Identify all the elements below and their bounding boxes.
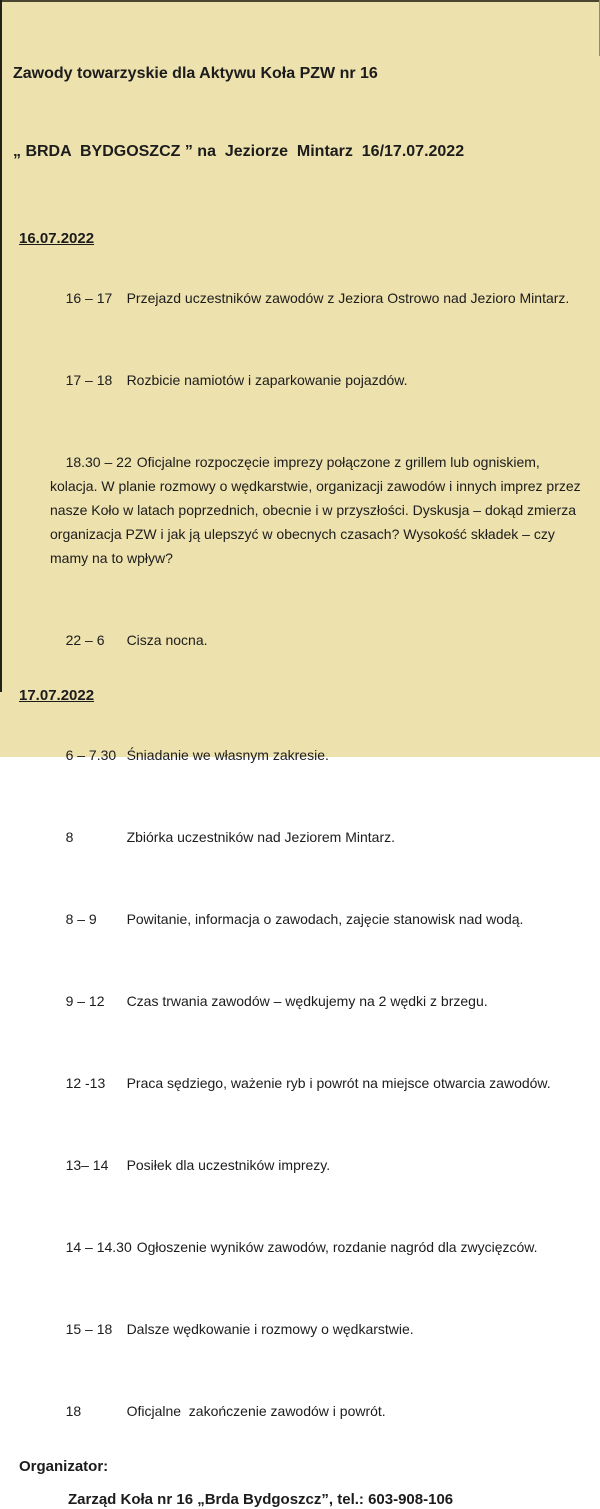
schedule-item [0, 801, 600, 873]
item-text: Czas trwania zawodów – wędkujemy na 2 wędki z brzegu. [126, 993, 488, 1009]
schedule-item [0, 965, 600, 1037]
item-time: 22 – 6 [65, 632, 105, 648]
item-text: Cisza nocna. [126, 632, 208, 648]
schedule-item [0, 1211, 600, 1283]
schedule-item [0, 344, 600, 416]
item-time: 18 [65, 1403, 82, 1419]
item-time: 17 – 18 [65, 372, 113, 388]
schedule-item [0, 1129, 600, 1201]
item-time: 18.30 – 22 [65, 454, 132, 470]
top-border-line [0, 0, 600, 2]
item-text: Praca sędziego, ważenie ryb i powrót na miejsce otwarcia zawodów. [126, 1075, 551, 1091]
item-text: Oficjalne rozpoczęcie imprezy połączone z grillem lub ogniskiem, kolacja. W planie rozmowy o wędkarstwie, organizacji zawodów i innych imprez przez nasze Koło w latach poprzednich, obecnie i w przyszłości. Dyskusja – dokąd zmierza organizacja PZW i jak ją ulepszyć w obecnych czasach? Wysokość składek – czy mamy na to wpływ? [50, 454, 585, 566]
section-date-16-07-2022: 16.07.2022 [19, 230, 95, 247]
item-text: Posiłek dla uczestników imprezy. [126, 1157, 331, 1173]
item-time: 8 [65, 829, 74, 845]
item-time: 16 – 17 [65, 290, 113, 306]
schedule-item [0, 1047, 600, 1119]
item-time: 6 – 7.30 [65, 747, 117, 763]
schedule-item [0, 1293, 600, 1365]
schedule-item [0, 719, 600, 791]
item-time: 15 – 18 [65, 1321, 113, 1337]
item-text: Oficjalne zakończenie zawodów i powrót. [126, 1403, 386, 1419]
item-text: Zbiórka uczestników nad Jeziorem Mintarz. [126, 829, 395, 845]
item-text: Przejazd uczestników zawodów z Jeziora Ostrowo nad Jezioro Mintarz. [126, 290, 570, 306]
section-date-17-07-2022: 17.07.2022 [19, 687, 95, 704]
title-line-2: „ BRDA BYDGOSZCZ ” na Jeziorze Mintarz 16/17.07.2022 [13, 143, 465, 160]
title-line-1: Zawody towarzyskie dla Aktywu Koła PZW nr 16 [13, 65, 378, 82]
organizer-contact: Zarząd Koła nr 16 „Brda Bydgoszcz”, tel.: 603-908-106 [68, 1491, 454, 1508]
schedule-item [0, 604, 600, 676]
left-border-line [0, 0, 2, 692]
item-time: 13– 14 [65, 1157, 109, 1173]
organizer-label: Organizator: [19, 1458, 109, 1475]
item-text: Rozbicie namiotów i zaparkowanie pojazdów. [126, 372, 408, 388]
item-text: Ogłoszenie wyników zawodów, rozdanie nagród dla zwycięzców. [136, 1239, 538, 1255]
item-text: Powitanie, informacja o zawodach, zajęcie stanowisk nad wodą. [126, 911, 524, 927]
item-text: Śniadanie we własnym zakresie. [126, 747, 329, 763]
schedule-item [0, 262, 600, 334]
document-title [0, 0, 600, 217]
item-time: 12 -13 [65, 1075, 106, 1091]
item-time: 9 – 12 [65, 993, 105, 1009]
schedule-item [0, 883, 600, 955]
item-text: Dalsze wędkowanie i rozmowy o wędkarstwie. [126, 1321, 414, 1337]
item-time: 14 – 14.30 [65, 1239, 132, 1255]
schedule-item [0, 1375, 600, 1447]
item-time: 8 – 9 [65, 911, 97, 927]
schedule-item [0, 426, 600, 594]
